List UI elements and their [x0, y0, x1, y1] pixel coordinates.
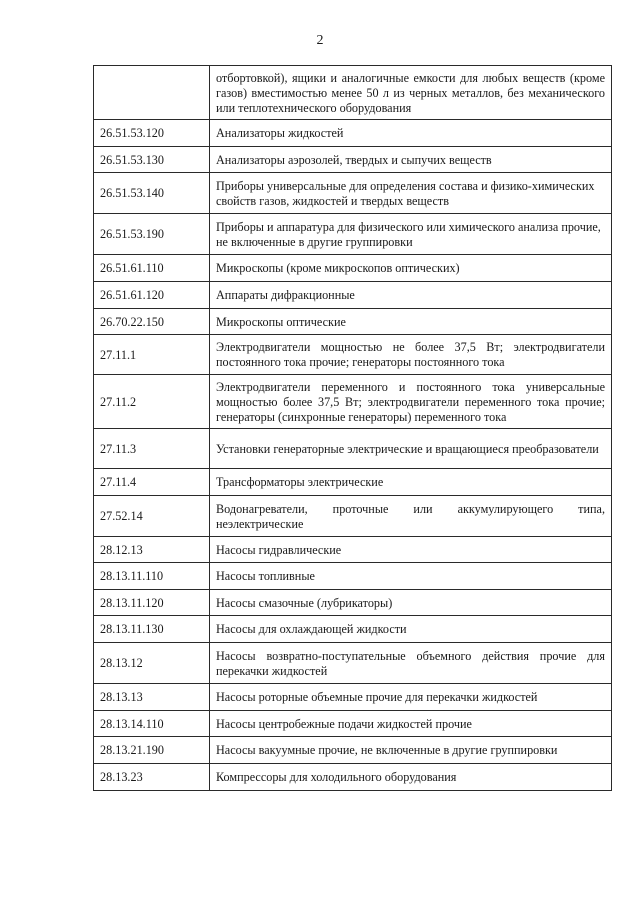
- table-row: [94, 147, 612, 173]
- table-row: [94, 563, 612, 590]
- code-cell: 26.51.53.120: [94, 120, 210, 147]
- table-row: [94, 375, 612, 429]
- table-row: [94, 173, 612, 214]
- description-cell: Установки генераторные электрические и вращающиеся преобразователи: [210, 429, 612, 469]
- table-row: [94, 711, 612, 737]
- description-cell: Насосы центробежные подачи жидкостей прочие: [210, 711, 612, 737]
- table-row: [94, 537, 612, 563]
- code-cell: 26.51.53.190: [94, 214, 210, 255]
- table-row: [94, 309, 612, 335]
- description-cell: Приборы и аппаратура для физического или химического анализа прочие, не включенные в другие группировки: [210, 214, 612, 255]
- code-cell: 28.13.23: [94, 764, 210, 791]
- code-cell: 26.51.61.120: [94, 282, 210, 309]
- description-cell: Компрессоры для холодильного оборудования: [210, 764, 612, 791]
- description-cell: Анализаторы аэрозолей, твердых и сыпучих веществ: [210, 147, 612, 173]
- code-cell: 28.13.13: [94, 684, 210, 711]
- code-cell: 26.70.22.150: [94, 309, 210, 335]
- table-row: [94, 120, 612, 147]
- description-cell: Насосы топливные: [210, 563, 612, 590]
- table-row: [94, 255, 612, 282]
- description-cell: Насосы гидравлические: [210, 537, 612, 563]
- table-row: [94, 214, 612, 255]
- code-cell: 27.11.1: [94, 335, 210, 375]
- description-cell: Насосы вакуумные прочие, не включенные в другие группировки: [210, 737, 612, 764]
- description-cell: Водонагреватели, проточные или аккумулирующего типа, неэлектрические: [210, 496, 612, 537]
- table-row: [94, 335, 612, 375]
- description-cell: Электродвигатели мощностью не более 37,5 Вт; электродвигатели постоянного тока прочие; генераторы постоянного тока: [210, 335, 612, 375]
- code-cell: 26.51.53.130: [94, 147, 210, 173]
- description-cell: Насосы смазочные (лубрикаторы): [210, 590, 612, 616]
- description-cell: Электродвигатели переменного и постоянного тока универсальные мощностью более 37,5 Вт; электродвигатели переменного тока прочие; генераторы (синхронные генераторы) переменного тока: [210, 375, 612, 429]
- description-cell: Насосы роторные объемные прочие для перекачки жидкостей: [210, 684, 612, 711]
- table-row: [94, 66, 612, 120]
- code-cell: 28.13.14.110: [94, 711, 210, 737]
- table-row: [94, 616, 612, 643]
- table-row: [94, 429, 612, 469]
- code-cell: 27.11.2: [94, 375, 210, 429]
- code-cell: 28.13.11.110: [94, 563, 210, 590]
- code-cell: 28.13.11.120: [94, 590, 210, 616]
- table-row: [94, 282, 612, 309]
- table-row: [94, 684, 612, 711]
- description-cell: Аппараты дифракционные: [210, 282, 612, 309]
- code-cell: 27.11.4: [94, 469, 210, 496]
- code-cell: 26.51.61.110: [94, 255, 210, 282]
- code-cell: [94, 66, 210, 120]
- table-row: [94, 496, 612, 537]
- code-cell: 28.13.21.190: [94, 737, 210, 764]
- code-cell: 27.11.3: [94, 429, 210, 469]
- table-row: [94, 737, 612, 764]
- table-row: [94, 469, 612, 496]
- okpd-codes-table: [93, 65, 612, 791]
- code-cell: 26.51.53.140: [94, 173, 210, 214]
- table-row: [94, 643, 612, 684]
- code-cell: 27.52.14: [94, 496, 210, 537]
- description-cell: Микроскопы (кроме микроскопов оптических): [210, 255, 612, 282]
- description-cell: Приборы универсальные для определения состава и физико-химических свойств газов, жидкостей и твердых веществ: [210, 173, 612, 214]
- description-cell: отбортовкой), ящики и аналогичные емкости для любых веществ (кроме газов) вместимостью менее 50 л из черных металлов, без механического или теплотехнического оборудования: [210, 66, 612, 120]
- description-cell: Трансформаторы электрические: [210, 469, 612, 496]
- description-cell: Насосы для охлаждающей жидкости: [210, 616, 612, 643]
- description-cell: Насосы возвратно-поступательные объемного действия прочие для перекачки жидкостей: [210, 643, 612, 684]
- page-number: 2: [316, 33, 324, 48]
- code-cell: 28.12.13: [94, 537, 210, 563]
- code-cell: 28.13.11.130: [94, 616, 210, 643]
- table-row: [94, 590, 612, 616]
- table-row: [94, 764, 612, 791]
- description-cell: Микроскопы оптические: [210, 309, 612, 335]
- code-cell: 28.13.12: [94, 643, 210, 684]
- description-cell: Анализаторы жидкостей: [210, 120, 612, 147]
